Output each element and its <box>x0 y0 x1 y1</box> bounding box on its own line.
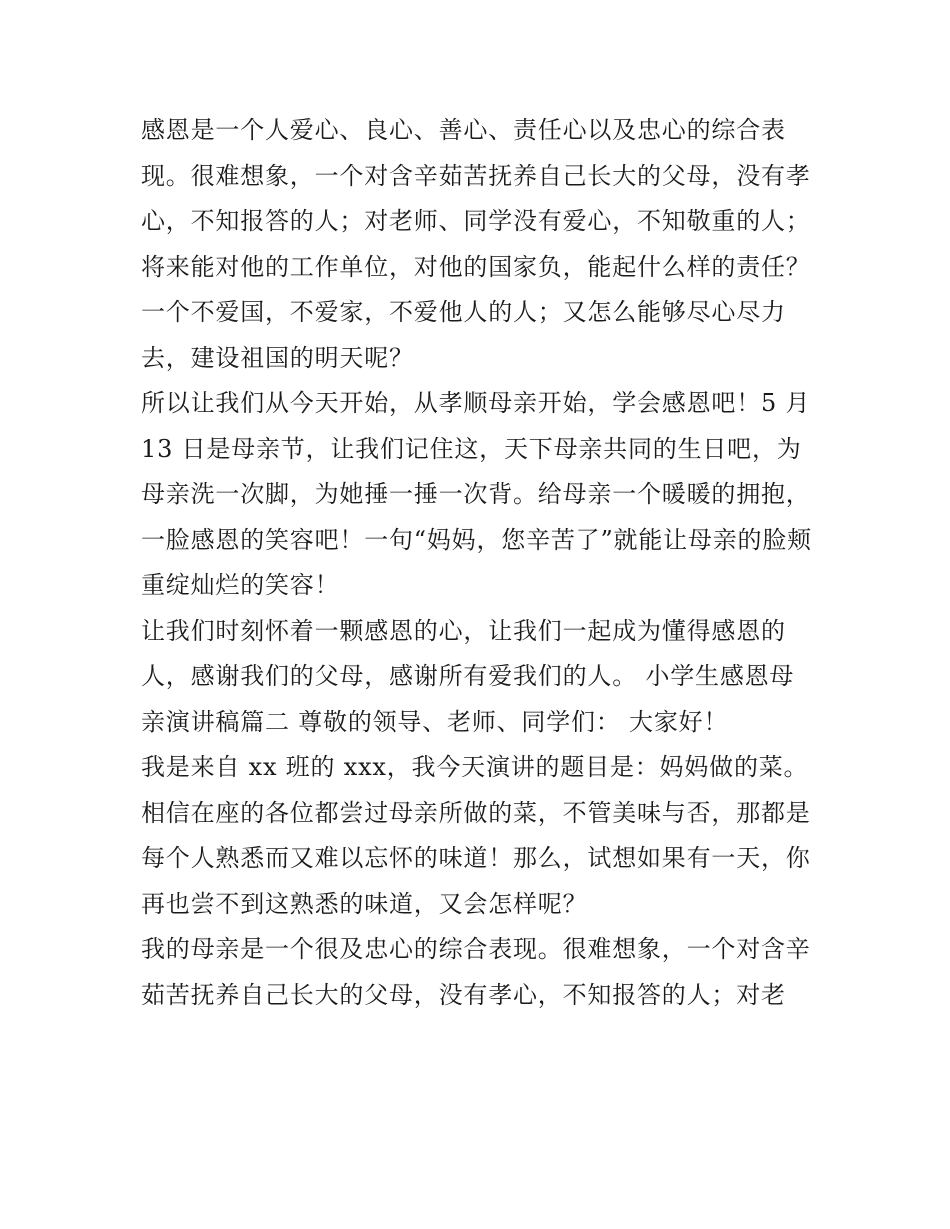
text-line: 感恩是一个人爱心、良心、善心、责任心以及忠心的综合表 <box>141 116 786 144</box>
body-text <box>141 108 821 1018</box>
text-line: 茹苦抚养自己长大的父母，没有孝心，不知报答的人；对老 <box>141 980 786 1009</box>
text-line: 13 日是母亲节，让我们记住这，天下母亲共同的生日吧，为 <box>141 434 802 463</box>
text-line: 重绽灿烂的笑容！ <box>141 571 340 599</box>
text-line: 将来能对他的工作单位，对他的国家负，能起什么样的责任？ <box>141 252 811 281</box>
text-line: 心，不知报答的人；对老师、同学没有爱心，不知敬重的人； <box>141 207 811 235</box>
text-line: 去，建设祖国的明天呢？ <box>141 343 414 372</box>
text-line: 所以让我们从今天开始，从孝顺母亲开始，学会感恩吧！5 月 <box>141 389 811 417</box>
text-line: 一个不爱国，不爱家，不爱他人的人；又怎么能够尽心尽力 <box>141 298 786 326</box>
text-line: 亲演讲稿篇二 尊敬的领导、老师、同学们： 大家好！ <box>141 707 729 736</box>
text-line: 再也尝不到这熟悉的味道，又会怎样呢？ <box>141 889 588 918</box>
text-line: 相信在座的各位都尝过母亲所做的菜，不管美味与否，那都是 <box>141 798 811 827</box>
text-line: 一脸感恩的笑容吧！一句“妈妈，您辛苦了”就能让母亲的脸颊 <box>141 525 812 554</box>
text-line: 现。很难想象，一个对含辛茹苦抚养自己长大的父母，没有孝 <box>141 161 811 190</box>
text-line: 我是来自 xx 班的 xxx，我今天演讲的题目是：妈妈做的菜。 <box>141 753 809 781</box>
text-line: 每个人熟悉而又难以忘怀的味道！那么，试想如果有一天，你 <box>141 844 811 872</box>
text-line: 母亲洗一次脚，为她捶一捶一次背。给母亲一个暖暖的拥抱， <box>141 480 811 508</box>
text-line: 人，感谢我们的父母，感谢所有爱我们的人。 小学生感恩母 <box>141 662 795 690</box>
text-line: 我的母亲是一个很及忠心的综合表现。很难想象，一个对含辛 <box>141 935 811 963</box>
text-line: 让我们时刻怀着一颗感恩的心，让我们一起成为懂得感恩的 <box>141 616 786 645</box>
